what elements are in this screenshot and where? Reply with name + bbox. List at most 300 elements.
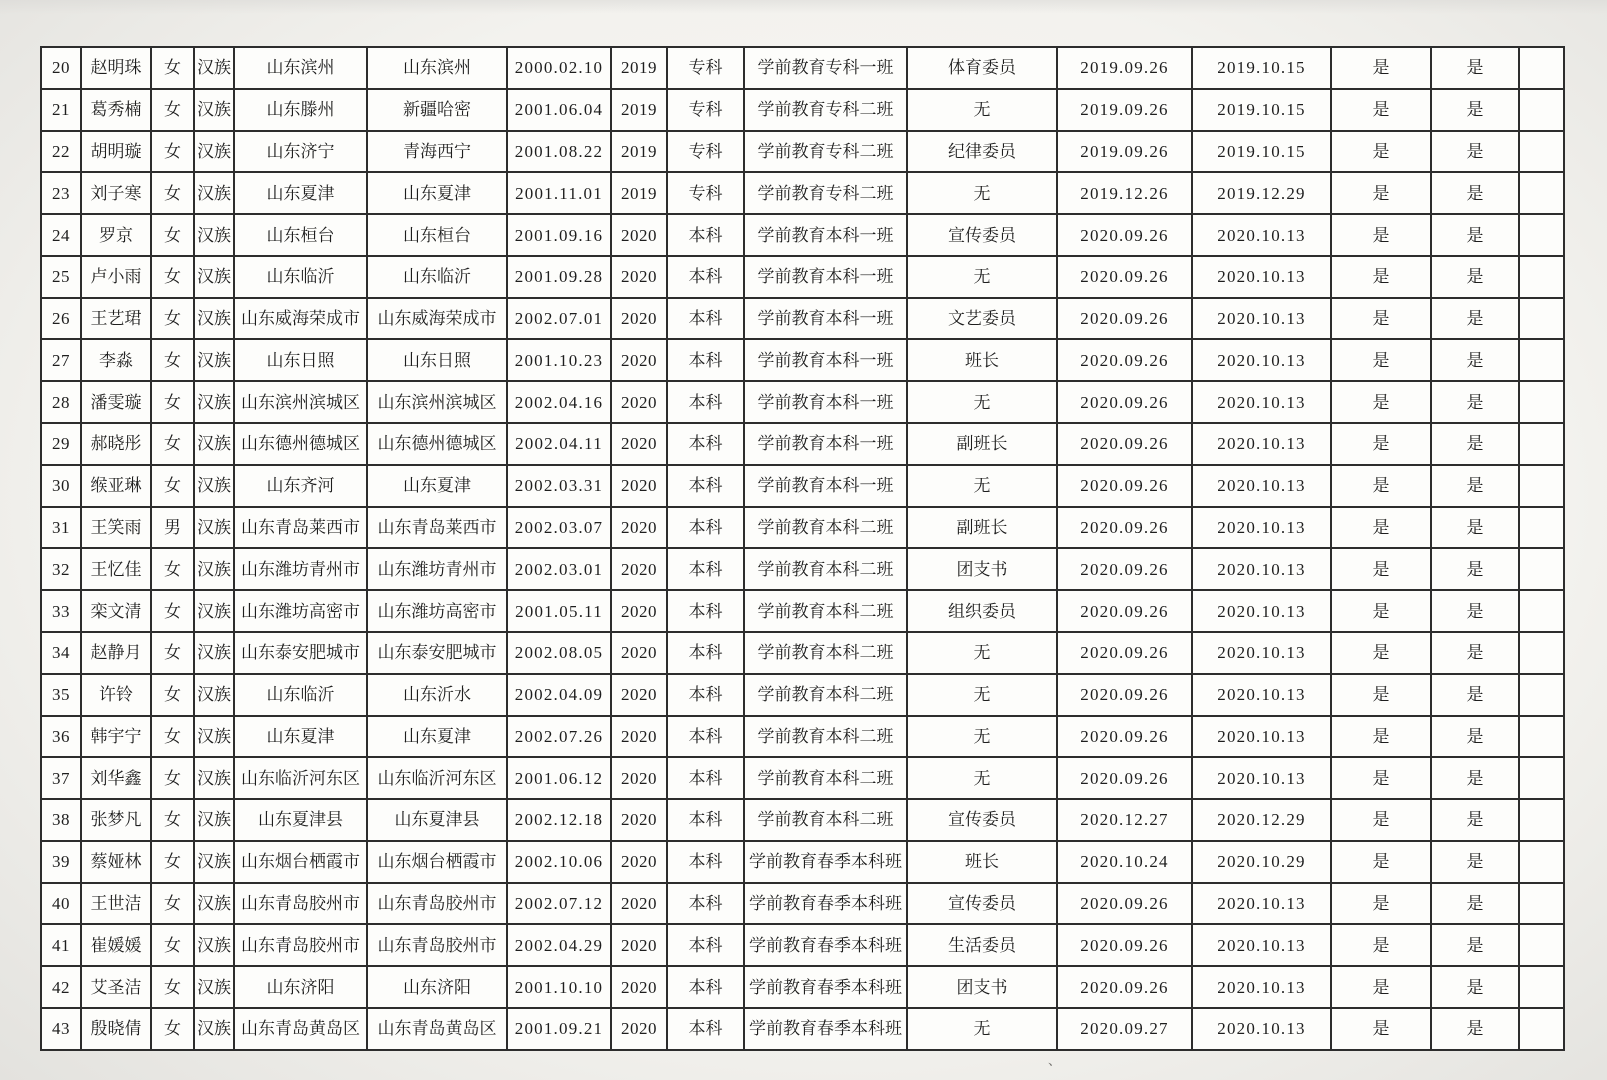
cell-blank [1519,507,1564,549]
cell-enrollment-year: 2020 [611,507,667,549]
cell-date-2: 2020.10.13 [1192,507,1331,549]
cell-date-1: 2020.09.26 [1057,924,1192,966]
cell-blank [1519,423,1564,465]
cell-confirmation-2: 是 [1431,381,1519,423]
cell-class-name: 学前教育专科一班 [744,47,907,89]
cell-education-level: 本科 [667,883,744,925]
cell-class-position: 纪律委员 [907,131,1057,173]
cell-date-2: 2020.10.13 [1192,423,1331,465]
cell-education-level: 本科 [667,590,744,632]
cell-education-level: 专科 [667,89,744,131]
cell-confirmation-1: 是 [1331,799,1431,841]
cell-class-name: 学前教育本科二班 [744,799,907,841]
cell-education-level: 本科 [667,799,744,841]
table-row [41,89,1564,131]
cell-birth-place: 青海西宁 [367,131,507,173]
cell-native-place: 山东夏津 [234,172,367,214]
cell-class-name: 学前教育春季本科班 [744,1008,907,1050]
cell-date-1: 2020.09.26 [1057,548,1192,590]
cell-date-2: 2020.10.13 [1192,590,1331,632]
cell-class-name: 学前教育春季本科班 [744,883,907,925]
cell-date-2: 2020.10.13 [1192,716,1331,758]
cell-confirmation-1: 是 [1331,465,1431,507]
table-row [41,632,1564,674]
cell-enrollment-year: 2020 [611,799,667,841]
cell-date-2: 2020.10.13 [1192,465,1331,507]
cell-blank [1519,966,1564,1008]
cell-student-name: 刘子寒 [81,172,151,214]
cell-date-1: 2019.09.26 [1057,47,1192,89]
cell-class-name: 学前教育专科二班 [744,131,907,173]
cell-class-name: 学前教育本科一班 [744,298,907,340]
cell-date-1: 2020.09.26 [1057,590,1192,632]
table-row [41,1008,1564,1050]
cell-class-position: 宣传委员 [907,799,1057,841]
cell-enrollment-year: 2020 [611,757,667,799]
cell-education-level: 本科 [667,298,744,340]
cell-blank [1519,465,1564,507]
cell-native-place: 山东潍坊高密市 [234,590,367,632]
cell-date-2: 2020.10.13 [1192,214,1331,256]
cell-ethnicity: 汉族 [194,632,234,674]
table-row [41,841,1564,883]
cell-native-place: 山东临沂 [234,674,367,716]
cell-birth-date: 2002.03.01 [507,548,611,590]
cell-enrollment-year: 2020 [611,883,667,925]
cell-confirmation-1: 是 [1331,131,1431,173]
cell-birth-place: 山东临沂 [367,256,507,298]
cell-row-number: 22 [41,131,81,173]
scan-artifact-mark: 、 [1048,1053,1062,1068]
cell-ethnicity: 汉族 [194,883,234,925]
cell-date-1: 2020.09.26 [1057,757,1192,799]
cell-confirmation-1: 是 [1331,47,1431,89]
cell-birth-date: 2002.04.09 [507,674,611,716]
cell-confirmation-1: 是 [1331,298,1431,340]
cell-date-2: 2020.10.13 [1192,298,1331,340]
cell-date-2: 2020.10.13 [1192,924,1331,966]
cell-confirmation-1: 是 [1331,548,1431,590]
cell-birth-date: 2002.03.31 [507,465,611,507]
cell-gender: 女 [151,716,194,758]
cell-date-2: 2020.10.13 [1192,339,1331,381]
cell-row-number: 26 [41,298,81,340]
cell-confirmation-2: 是 [1431,256,1519,298]
cell-confirmation-2: 是 [1431,632,1519,674]
cell-enrollment-year: 2020 [611,548,667,590]
cell-blank [1519,674,1564,716]
cell-gender: 女 [151,172,194,214]
cell-class-position: 生活委员 [907,924,1057,966]
cell-row-number: 35 [41,674,81,716]
cell-education-level: 专科 [667,131,744,173]
cell-date-2: 2020.12.29 [1192,799,1331,841]
cell-confirmation-1: 是 [1331,757,1431,799]
cell-birth-place: 山东临沂河东区 [367,757,507,799]
cell-date-1: 2020.09.26 [1057,298,1192,340]
cell-enrollment-year: 2020 [611,716,667,758]
cell-confirmation-1: 是 [1331,590,1431,632]
cell-native-place: 山东烟台栖霞市 [234,841,367,883]
cell-birth-place: 山东夏津县 [367,799,507,841]
cell-blank [1519,841,1564,883]
cell-date-2: 2020.10.13 [1192,757,1331,799]
cell-education-level: 本科 [667,674,744,716]
cell-confirmation-2: 是 [1431,716,1519,758]
cell-date-2: 2020.10.13 [1192,883,1331,925]
cell-gender: 女 [151,423,194,465]
cell-education-level: 本科 [667,256,744,298]
cell-ethnicity: 汉族 [194,89,234,131]
cell-gender: 女 [151,381,194,423]
cell-confirmation-2: 是 [1431,924,1519,966]
cell-confirmation-2: 是 [1431,339,1519,381]
cell-confirmation-2: 是 [1431,799,1519,841]
cell-gender: 女 [151,214,194,256]
cell-confirmation-1: 是 [1331,256,1431,298]
cell-student-name: 郝晓彤 [81,423,151,465]
cell-native-place: 山东日照 [234,339,367,381]
cell-birth-date: 2000.02.10 [507,47,611,89]
cell-ethnicity: 汉族 [194,548,234,590]
cell-native-place: 山东青岛胶州市 [234,924,367,966]
cell-education-level: 本科 [667,423,744,465]
cell-date-2: 2020.10.29 [1192,841,1331,883]
cell-student-name: 殷晓倩 [81,1008,151,1050]
cell-date-2: 2020.10.13 [1192,381,1331,423]
cell-blank [1519,172,1564,214]
cell-confirmation-2: 是 [1431,966,1519,1008]
cell-education-level: 本科 [667,1008,744,1050]
cell-birth-date: 2001.09.28 [507,256,611,298]
cell-native-place: 山东齐河 [234,465,367,507]
cell-birth-date: 2002.07.26 [507,716,611,758]
cell-student-name: 栾文清 [81,590,151,632]
table-row [41,47,1564,89]
cell-gender: 女 [151,674,194,716]
cell-row-number: 39 [41,841,81,883]
cell-native-place: 山东夏津县 [234,799,367,841]
cell-confirmation-2: 是 [1431,883,1519,925]
cell-blank [1519,924,1564,966]
cell-birth-date: 2002.10.06 [507,841,611,883]
cell-gender: 女 [151,298,194,340]
cell-birth-place: 山东日照 [367,339,507,381]
table-row [41,339,1564,381]
cell-student-name: 罗京 [81,214,151,256]
cell-row-number: 43 [41,1008,81,1050]
cell-class-position: 无 [907,632,1057,674]
cell-confirmation-1: 是 [1331,507,1431,549]
cell-confirmation-2: 是 [1431,1008,1519,1050]
cell-confirmation-1: 是 [1331,339,1431,381]
cell-class-name: 学前教育本科一班 [744,465,907,507]
cell-class-name: 学前教育本科二班 [744,632,907,674]
cell-birth-place: 山东烟台栖霞市 [367,841,507,883]
cell-student-name: 卢小雨 [81,256,151,298]
cell-class-position: 副班长 [907,507,1057,549]
cell-row-number: 25 [41,256,81,298]
cell-student-name: 葛秀楠 [81,89,151,131]
cell-education-level: 本科 [667,632,744,674]
cell-student-name: 缑亚琳 [81,465,151,507]
cell-ethnicity: 汉族 [194,966,234,1008]
cell-education-level: 本科 [667,465,744,507]
cell-class-position: 无 [907,716,1057,758]
cell-ethnicity: 汉族 [194,131,234,173]
cell-student-name: 许铃 [81,674,151,716]
cell-enrollment-year: 2020 [611,966,667,1008]
cell-confirmation-2: 是 [1431,172,1519,214]
cell-blank [1519,799,1564,841]
cell-gender: 女 [151,883,194,925]
cell-class-position: 无 [907,89,1057,131]
cell-birth-date: 2002.07.12 [507,883,611,925]
cell-row-number: 30 [41,465,81,507]
cell-date-2: 2020.10.13 [1192,1008,1331,1050]
cell-birth-place: 山东潍坊高密市 [367,590,507,632]
cell-ethnicity: 汉族 [194,590,234,632]
cell-gender: 女 [151,256,194,298]
cell-birth-place: 山东济阳 [367,966,507,1008]
table-row [41,966,1564,1008]
cell-date-1: 2020.09.26 [1057,423,1192,465]
cell-ethnicity: 汉族 [194,757,234,799]
cell-birth-date: 2002.07.01 [507,298,611,340]
cell-blank [1519,716,1564,758]
cell-row-number: 41 [41,924,81,966]
table-row [41,131,1564,173]
cell-row-number: 31 [41,507,81,549]
table-row [41,381,1564,423]
cell-date-1: 2020.09.26 [1057,214,1192,256]
cell-native-place: 山东德州德城区 [234,423,367,465]
cell-class-name: 学前教育本科二班 [744,674,907,716]
cell-ethnicity: 汉族 [194,256,234,298]
table-row [41,757,1564,799]
cell-native-place: 山东青岛莱西市 [234,507,367,549]
cell-class-position: 无 [907,674,1057,716]
cell-education-level: 本科 [667,966,744,1008]
cell-date-2: 2019.10.15 [1192,131,1331,173]
cell-birth-date: 2001.05.11 [507,590,611,632]
cell-row-number: 40 [41,883,81,925]
cell-student-name: 胡明璇 [81,131,151,173]
cell-confirmation-1: 是 [1331,89,1431,131]
cell-birth-date: 2002.08.05 [507,632,611,674]
cell-row-number: 33 [41,590,81,632]
cell-gender: 女 [151,924,194,966]
cell-row-number: 29 [41,423,81,465]
cell-confirmation-1: 是 [1331,674,1431,716]
cell-birth-place: 山东威海荣成市 [367,298,507,340]
cell-confirmation-2: 是 [1431,47,1519,89]
cell-ethnicity: 汉族 [194,924,234,966]
cell-ethnicity: 汉族 [194,47,234,89]
cell-native-place: 山东临沂河东区 [234,757,367,799]
cell-row-number: 36 [41,716,81,758]
cell-gender: 女 [151,339,194,381]
cell-class-position: 无 [907,381,1057,423]
cell-row-number: 42 [41,966,81,1008]
cell-birth-date: 2002.04.29 [507,924,611,966]
cell-confirmation-1: 是 [1331,423,1431,465]
cell-ethnicity: 汉族 [194,507,234,549]
cell-confirmation-2: 是 [1431,131,1519,173]
cell-ethnicity: 汉族 [194,339,234,381]
cell-date-2: 2020.10.13 [1192,966,1331,1008]
cell-class-position: 体育委员 [907,47,1057,89]
cell-native-place: 山东夏津 [234,716,367,758]
cell-date-1: 2020.09.27 [1057,1008,1192,1050]
cell-confirmation-1: 是 [1331,1008,1431,1050]
cell-gender: 女 [151,841,194,883]
cell-confirmation-2: 是 [1431,423,1519,465]
cell-confirmation-2: 是 [1431,757,1519,799]
cell-date-1: 2020.09.26 [1057,883,1192,925]
cell-class-name: 学前教育本科一班 [744,214,907,256]
cell-confirmation-1: 是 [1331,966,1431,1008]
cell-birth-place: 山东沂水 [367,674,507,716]
cell-class-name: 学前教育本科一班 [744,256,907,298]
cell-gender: 女 [151,465,194,507]
cell-native-place: 山东泰安肥城市 [234,632,367,674]
cell-native-place: 山东济阳 [234,966,367,1008]
cell-class-position: 班长 [907,339,1057,381]
cell-gender: 女 [151,89,194,131]
cell-blank [1519,1008,1564,1050]
cell-date-1: 2020.12.27 [1057,799,1192,841]
table-row [41,172,1564,214]
cell-blank [1519,757,1564,799]
cell-education-level: 专科 [667,47,744,89]
cell-birth-place: 新疆哈密 [367,89,507,131]
cell-confirmation-1: 是 [1331,883,1431,925]
cell-ethnicity: 汉族 [194,423,234,465]
cell-gender: 女 [151,548,194,590]
cell-enrollment-year: 2020 [611,924,667,966]
cell-class-name: 学前教育本科二班 [744,590,907,632]
cell-birth-place: 山东滨州滨城区 [367,381,507,423]
cell-confirmation-1: 是 [1331,214,1431,256]
cell-education-level: 本科 [667,381,744,423]
cell-date-1: 2020.10.24 [1057,841,1192,883]
cell-row-number: 38 [41,799,81,841]
cell-date-1: 2020.09.26 [1057,507,1192,549]
cell-class-position: 宣传委员 [907,883,1057,925]
table-row [41,548,1564,590]
cell-blank [1519,632,1564,674]
cell-birth-place: 山东桓台 [367,214,507,256]
cell-ethnicity: 汉族 [194,172,234,214]
cell-date-1: 2019.09.26 [1057,131,1192,173]
cell-birth-date: 2001.08.22 [507,131,611,173]
cell-class-position: 团支书 [907,966,1057,1008]
cell-native-place: 山东滨州滨城区 [234,381,367,423]
cell-enrollment-year: 2020 [611,256,667,298]
cell-blank [1519,883,1564,925]
cell-ethnicity: 汉族 [194,716,234,758]
cell-date-2: 2019.10.15 [1192,47,1331,89]
cell-birth-date: 2002.04.11 [507,423,611,465]
cell-enrollment-year: 2019 [611,172,667,214]
cell-enrollment-year: 2019 [611,47,667,89]
cell-student-name: 王艺珺 [81,298,151,340]
cell-class-name: 学前教育本科一班 [744,423,907,465]
cell-class-name: 学前教育本科二班 [744,548,907,590]
cell-class-name: 学前教育本科一班 [744,339,907,381]
cell-birth-place: 山东青岛胶州市 [367,924,507,966]
cell-enrollment-year: 2020 [611,214,667,256]
cell-education-level: 本科 [667,841,744,883]
cell-gender: 女 [151,590,194,632]
cell-student-name: 崔媛媛 [81,924,151,966]
cell-date-2: 2020.10.13 [1192,674,1331,716]
cell-birth-place: 山东青岛莱西市 [367,507,507,549]
cell-confirmation-1: 是 [1331,632,1431,674]
table-row [41,799,1564,841]
table-row [41,716,1564,758]
cell-date-2: 2020.10.13 [1192,548,1331,590]
cell-ethnicity: 汉族 [194,465,234,507]
cell-native-place: 山东青岛黄岛区 [234,1008,367,1050]
cell-birth-place: 山东夏津 [367,172,507,214]
cell-confirmation-2: 是 [1431,298,1519,340]
cell-ethnicity: 汉族 [194,1008,234,1050]
cell-blank [1519,131,1564,173]
cell-enrollment-year: 2020 [611,674,667,716]
cell-row-number: 37 [41,757,81,799]
cell-date-1: 2020.09.26 [1057,716,1192,758]
cell-native-place: 山东桓台 [234,214,367,256]
cell-ethnicity: 汉族 [194,381,234,423]
cell-enrollment-year: 2020 [611,339,667,381]
cell-birth-date: 2001.10.10 [507,966,611,1008]
cell-class-position: 组织委员 [907,590,1057,632]
cell-education-level: 专科 [667,172,744,214]
cell-confirmation-2: 是 [1431,590,1519,632]
table-row [41,924,1564,966]
cell-student-name: 赵静月 [81,632,151,674]
cell-enrollment-year: 2020 [611,841,667,883]
cell-confirmation-2: 是 [1431,548,1519,590]
cell-row-number: 21 [41,89,81,131]
cell-date-2: 2020.10.13 [1192,632,1331,674]
cell-native-place: 山东威海荣成市 [234,298,367,340]
cell-gender: 男 [151,507,194,549]
cell-ethnicity: 汉族 [194,799,234,841]
cell-class-position: 宣传委员 [907,214,1057,256]
cell-student-name: 张梦凡 [81,799,151,841]
cell-confirmation-1: 是 [1331,172,1431,214]
student-roster-table [40,46,1565,1051]
table-row [41,298,1564,340]
cell-gender: 女 [151,632,194,674]
cell-native-place: 山东临沂 [234,256,367,298]
cell-birth-place: 山东潍坊青州市 [367,548,507,590]
cell-blank [1519,256,1564,298]
cell-enrollment-year: 2020 [611,465,667,507]
cell-birth-date: 2002.03.07 [507,507,611,549]
cell-class-name: 学前教育专科二班 [744,172,907,214]
cell-enrollment-year: 2020 [611,423,667,465]
cell-confirmation-2: 是 [1431,507,1519,549]
cell-date-1: 2020.09.26 [1057,632,1192,674]
cell-ethnicity: 汉族 [194,674,234,716]
table-row [41,883,1564,925]
cell-education-level: 本科 [667,716,744,758]
cell-ethnicity: 汉族 [194,298,234,340]
